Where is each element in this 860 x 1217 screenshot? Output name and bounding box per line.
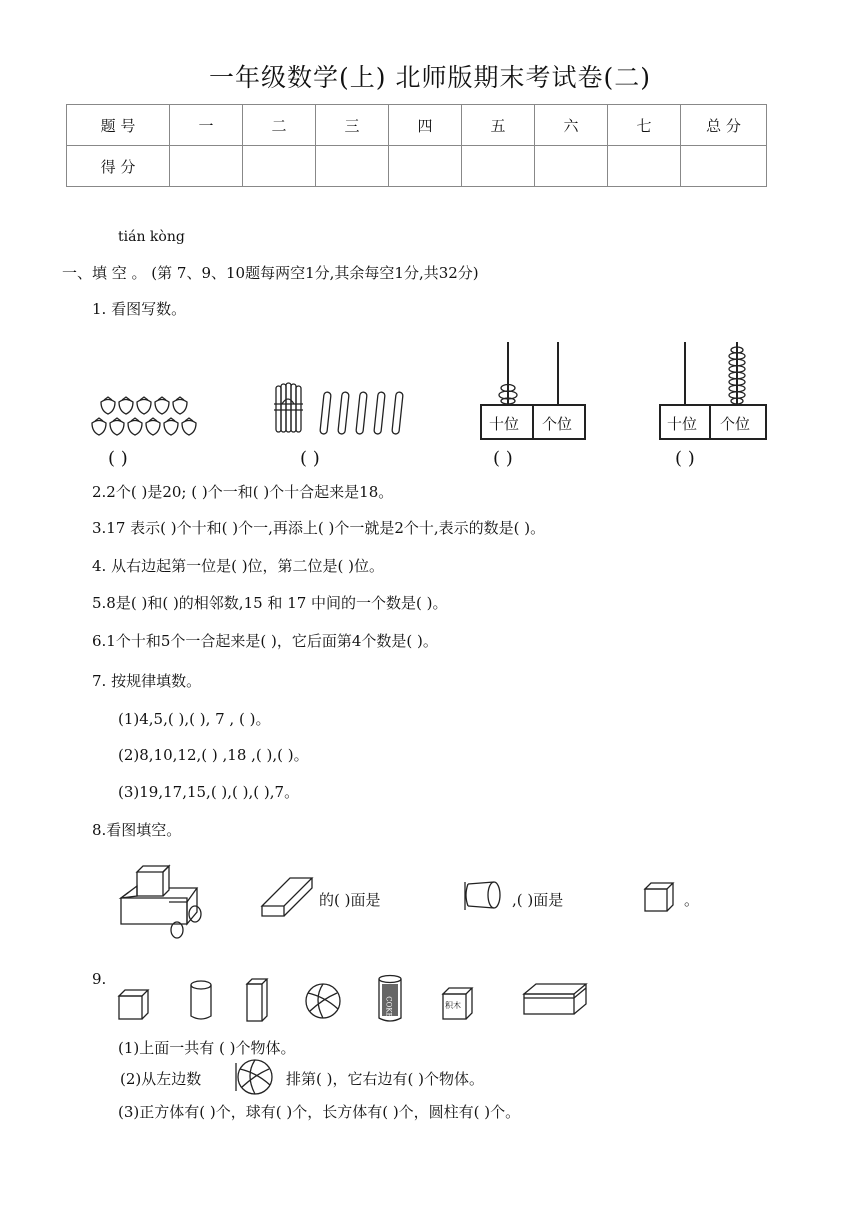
- question-9-2-suffix: 排第( )，它右边有( )个物体。: [286, 1070, 484, 1088]
- table-cell: 一: [170, 105, 243, 146]
- cube-image: [117, 988, 151, 1021]
- block-car-image: [115, 858, 210, 933]
- table-cell: 六: [535, 105, 608, 146]
- ones-label: 个位: [542, 415, 573, 433]
- question-7: 7. 按规律填数。: [92, 672, 202, 690]
- table-row: [67, 146, 767, 187]
- period: 。: [684, 891, 700, 909]
- question-8: 8.看图填空。: [92, 821, 182, 839]
- strawberries-image: [90, 395, 205, 437]
- volleyball-image: [303, 981, 343, 1021]
- sequence-item: (2)8,10,12,( ) ,18 ,( ),( )。: [118, 746, 309, 764]
- table-row: [67, 105, 767, 146]
- table-cell: 三: [316, 105, 389, 146]
- cylinder-image: [464, 880, 506, 912]
- question-5: 5.8是( )和( )的相邻数,15 和 17 中间的一个数是( )。: [92, 594, 448, 612]
- answer-blank[interactable]: ( ): [675, 448, 695, 469]
- table-cell: 二: [243, 105, 316, 146]
- tens-label: 十位: [667, 415, 698, 433]
- score-input-cell[interactable]: [243, 146, 316, 187]
- table-cell: 得 分: [67, 146, 170, 187]
- question-8-part2: ,( )面是: [512, 891, 564, 909]
- score-input-cell[interactable]: [681, 146, 767, 187]
- table-cell: 七: [608, 105, 681, 146]
- section-heading: 一、填 空 。 (第 7、9、10题每两空1分,其余每空1分,共32分): [62, 264, 479, 282]
- table-cell: 题 号: [67, 105, 170, 146]
- question-9: 9.: [92, 970, 107, 988]
- volleyball-icon: [235, 1057, 275, 1097]
- sequence-item: (1)4,5,( ),( ), 7 , ( )。: [118, 710, 271, 728]
- cylinder-image: [189, 980, 213, 1022]
- question-1: 1. 看图写数。: [92, 300, 187, 318]
- question-6: 6.1个十和5个一合起来是( )，它后面第4个数是( )。: [92, 632, 438, 650]
- rectangular-block-image: [260, 874, 315, 918]
- table-cell: 四: [389, 105, 462, 146]
- score-input-cell[interactable]: [170, 146, 243, 187]
- question-8-part1: 的( )面是: [319, 891, 381, 909]
- answer-blank[interactable]: ( ): [108, 448, 128, 469]
- box-image: [522, 982, 588, 1018]
- table-cell: 总 分: [681, 105, 767, 146]
- can-label: COKE: [384, 996, 393, 1018]
- page-title: 一年级数学(上) 北师版期末考试卷(二): [209, 63, 651, 92]
- sticks-image: [270, 380, 415, 438]
- question-4: 4. 从右边起第一位是( )位，第二位是( )位。: [92, 557, 385, 575]
- ones-label: 个位: [720, 415, 751, 433]
- table-cell: 五: [462, 105, 535, 146]
- question-3: 3.17 表示( )个十和( )个一,再添上( )个一就是2个十,表示的数是( )。: [92, 519, 546, 537]
- question-9-2-prefix: (2)从左边数: [120, 1070, 202, 1088]
- sequence-item: (3)19,17,15,( ),( ),( ),7。: [118, 783, 300, 801]
- score-input-cell[interactable]: [389, 146, 462, 187]
- answer-blank[interactable]: ( ): [300, 448, 320, 469]
- score-input-cell[interactable]: [462, 146, 535, 187]
- pinyin: tián kòng: [118, 229, 185, 245]
- score-input-cell[interactable]: [608, 146, 681, 187]
- score-input-cell[interactable]: [535, 146, 608, 187]
- question-2: 2.2个( )是20; ( )个一和( )个十合起来是18。: [92, 483, 394, 501]
- cube-image: [642, 880, 678, 914]
- score-table: [66, 104, 767, 187]
- question-9-3: (3)正方体有( )个，球有( )个，长方体有( )个，圆柱有( )个。: [118, 1103, 521, 1121]
- question-9-1: (1)上面一共有 ( )个物体。: [118, 1039, 296, 1057]
- answer-blank[interactable]: ( ): [493, 448, 513, 469]
- block-label: 积木: [445, 1001, 461, 1010]
- tens-label: 十位: [489, 415, 520, 433]
- cuboid-image: [245, 977, 269, 1023]
- score-input-cell[interactable]: [316, 146, 389, 187]
